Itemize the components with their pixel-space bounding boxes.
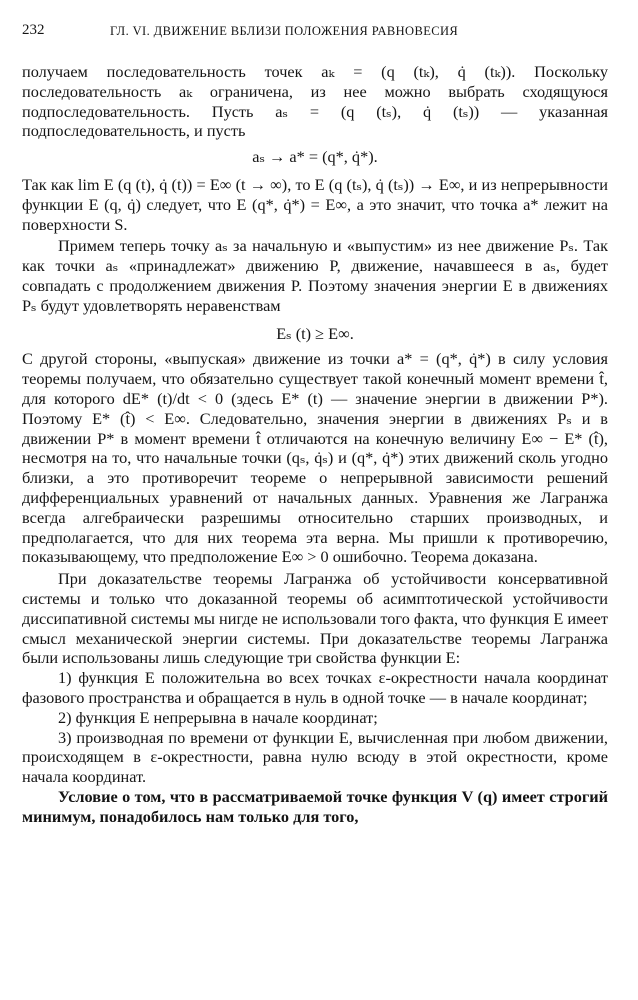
paragraph-limit: Так как lim E (q (t), q̇ (t)) = E∞ (t → ∞), то E (q (tₛ), q̇ (tₛ)) → E∞, и из непрерывности функции E (q, q̇) следует, что E (q*, q̇*) = E∞, а это значит, что точка a* лежит на поверхности S. [22,174,608,234]
paragraph-lagrange: При доказательстве теоремы Лагранжа об устойчивости консервативной системы и только что доказанной теоремы об асимптотической устойчивости диссипативной системы мы нигде не использовали того факта, что функция E имеет смысл механической энергии системы. При доказательстве теоремы Лагранжа были использованы лишь следующие три свойства функции E: [22,569,608,668]
page-number: 232 [22,22,45,38]
list-item-3: 3) производная по времени от функции E, вычисленная при любом движении, происходящем в ε-окрестности, равна нулю всюду в этой окрестности, кроме начала координат. [22,727,608,787]
list-item-1: 1) функция E положительна во всех точках ε-окрестности начала координат фазового пространства и обращается в нуль в одной точке — в начале координат; [22,668,608,707]
running-title: ГЛ. VI. ДВИЖЕНИЕ ВБЛИЗИ ПОЛОЖЕНИЯ РАВНОВЕСИЯ [110,24,459,38]
page-body [22,62,608,826]
paragraph-continuation: получаем последовательность точек aₖ = (q (tₖ), q̇ (tₖ)). Поскольку последовательность aₖ ограничена, из нее можно выбрать сходящуюся подпоследовательность. Пусть aₛ = (q (tₛ), q̇ (tₛ)) — указанная подпоследовательность, и пусть [22,62,608,141]
paragraph-contradiction: С другой стороны, «выпуская» движение из точки a* = (q*, q̇*) в силу условия теоремы получаем, что обязательно существует такой конечный момент времени t̂, для которого dE* (t)/dt < 0 (здесь E* (t) — значение энергии в движении P*). Поэтому E* (t̂) < E∞. Следовательно, значения энергии в движениях Pₛ и в движении P* в момент времени t̂ отличаются на конечную величину E∞ − E* (t̂), несмотря на то, что начальные точки (qₛ, q̇ₛ) и (q*, q̇*) этих движений сколь угодно близки, а это противоречит теореме о непрерывной зависимости решений дифференциальных уравнений от начальных данных. Уравнения же Лагранжа всегда алгебраически разрешимы относительно старших производных, и предполагается, что для них теорема эта верна. Мы пришли к противоречию, показывающему, что предположение E∞ > 0 ошибочно. Теорема доказана. [22,349,608,567]
page-header [22,22,618,44]
list-item-2: 2) функция E непрерывна в начале координат; [58,707,378,727]
formula-inequality: Eₛ (t) ≥ E∞. [276,323,354,343]
paragraph-condition: Условие о том, что в рассматриваемой точке функция V (q) имеет строгий минимум, понадобилось нам только для того, [22,786,608,826]
formula-convergence: aₛ → a* = (q*, q̇*). [252,147,378,167]
paragraph-motion: Примем теперь точку aₛ за начальную и «выпустим» из нее движение Pₛ. Так как точки aₛ «принадлежат» движению P, движение, начавшееся в aₛ, будет совпадать с продолжением движения P. Поэтому значения энергии E в движениях Pₛ будут удовлетворять неравенствам [22,236,608,315]
